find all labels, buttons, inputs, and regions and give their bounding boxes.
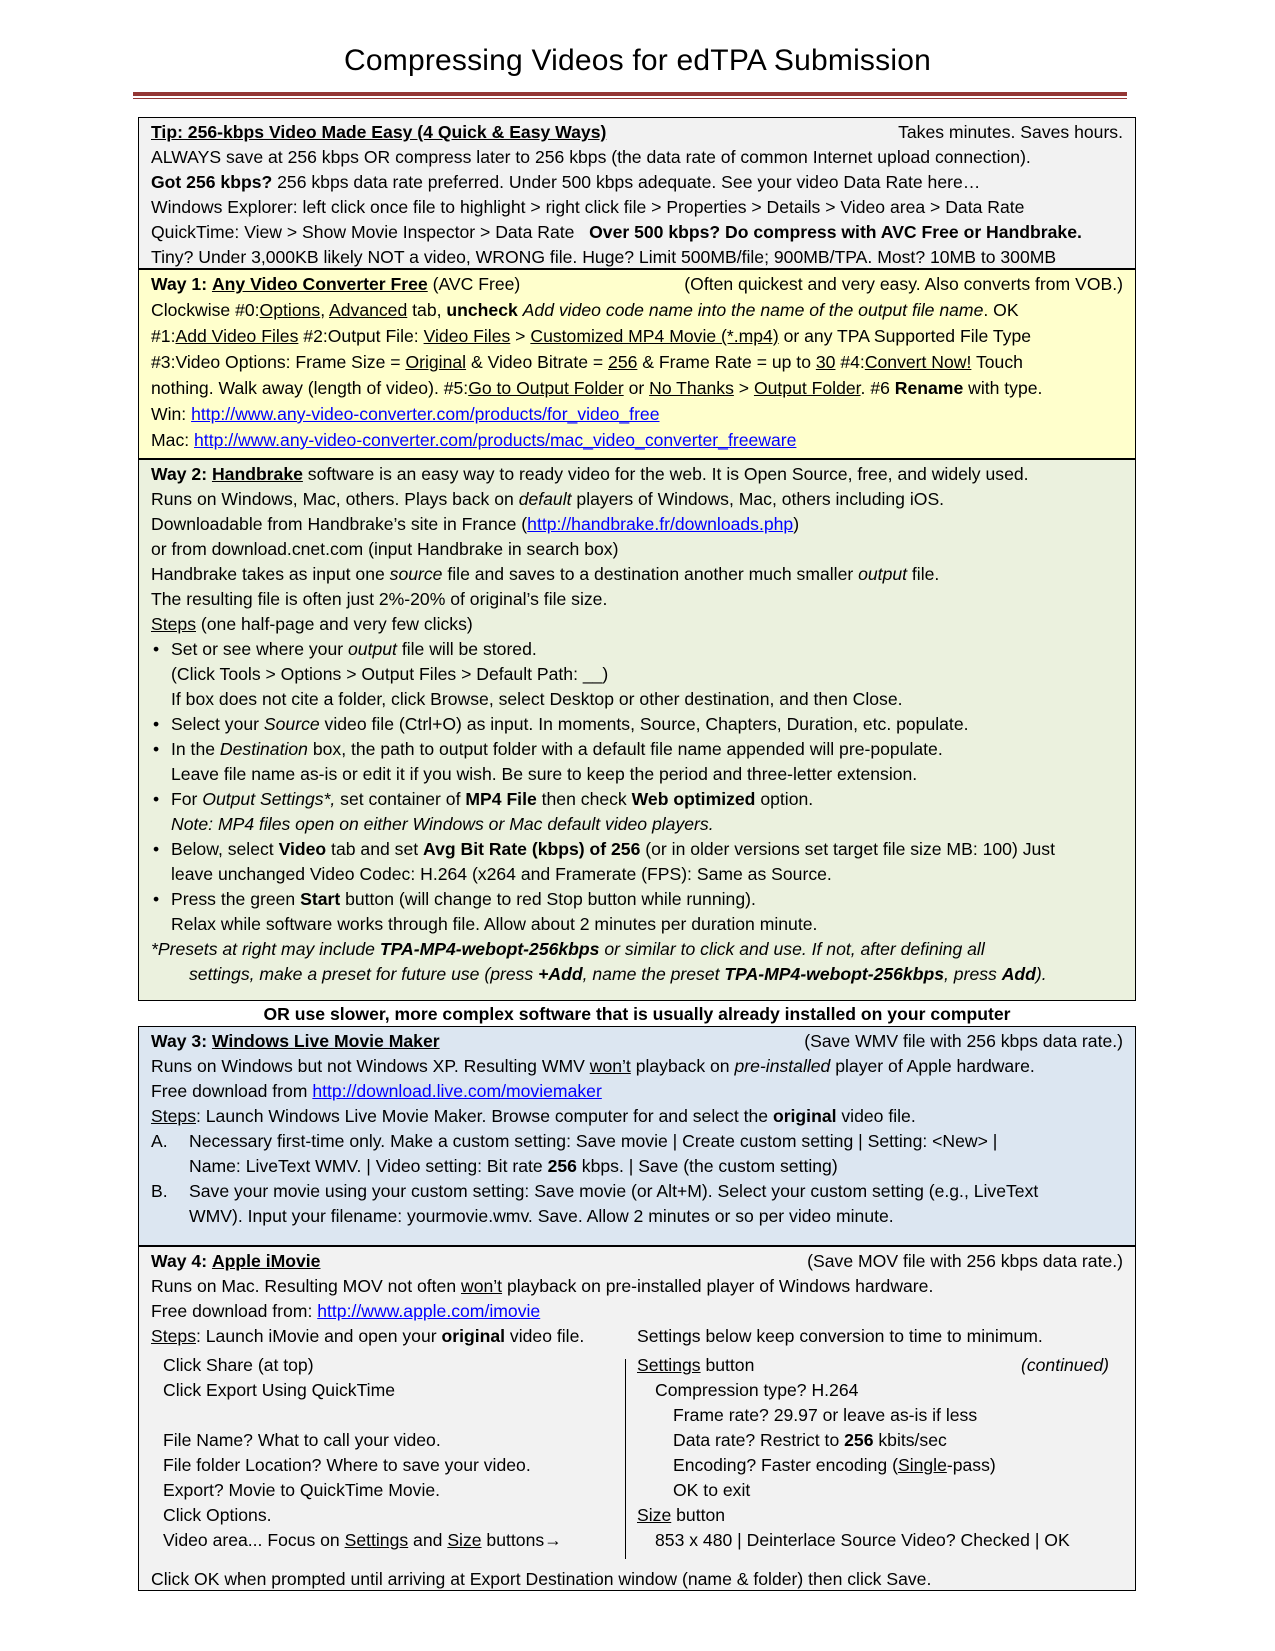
way1-right-note: (Often quickest and very easy. Also converts from VOB.) <box>684 274 1123 294</box>
way2-bullet: • In the Destination box, the path to output folder with a default file name appended will pre-populate. <box>151 737 1123 762</box>
way4-line: Runs on Mac. Resulting MOV not often won’t playback on pre-installed player of Windows hardware. <box>151 1276 934 1296</box>
imovie-download-link[interactable]: http://www.apple.com/imovie <box>317 1301 541 1321</box>
title-rule-thin <box>133 98 1127 99</box>
way2-bullet-cont: Leave file name as-is or edit it if you wish. Be sure to keep the period and three-letter extension. <box>171 764 918 784</box>
tip-right-note: Takes minutes. Saves hours. <box>898 122 1123 142</box>
win-label: Win: <box>151 404 192 424</box>
way4-heading: Way 4: Apple iMovie (Save MOV file with 256 kbps data rate.) <box>151 1249 1123 1274</box>
way1-heading: Way 1: Any Video Converter Free (AVC Free) (Often quickest and very easy. Also converts from VOB.) <box>151 272 1123 298</box>
way2-preset-note: settings, make a preset for future use (press +Add, name the preset TPA-MP4-webopt-256kbps, press Add). <box>189 964 1047 984</box>
way4-steps: Steps: Launch iMovie and open your original video file. Settings below keep conversion to time to minimum. <box>151 1324 1123 1349</box>
tip-box <box>138 117 1136 269</box>
way4-line: Free download from: http://www.apple.com/imovie <box>151 1301 541 1321</box>
way4-right-note: (Save MOV file with 256 kbps data rate.) <box>807 1251 1123 1271</box>
way1-step-line: #3:Video Options: Frame Size = Original & Video Bitrate = 256 & Frame Rate = up to 30 #4:Convert Now! Touch <box>151 352 1023 372</box>
tip-line: Tiny? Under 3,000KB likely NOT a video, WRONG file. Huge? Limit 500MB/file; 900MB/TPA. Most? 10MB to 300MB <box>151 247 1057 267</box>
mac-label: Mac: <box>151 430 195 450</box>
tip-heading: Tip: 256-kbps Video Made Easy (4 Quick & Easy Ways) <box>151 122 607 142</box>
way3-right-note: (Save WMV file with 256 kbps data rate.) <box>804 1031 1123 1051</box>
way1-step-line: #1:Add Video Files #2:Output File: Video Files > Customized MP4 Movie (*.mp4) or any TPA Supported File Type <box>151 326 1032 346</box>
way2-line: The resulting file is often just 2%-20% of original’s file size. <box>151 589 608 609</box>
way2-box <box>138 459 1136 1001</box>
way4-final-line: Click OK when prompted until arriving at Export Destination window (name & folder) then click Save. <box>151 1569 932 1589</box>
way2-heading: Way 2: Handbrake software is an easy way to ready video for the web. It is Open Source, free, and widely used. <box>151 464 1029 484</box>
way2-bullet: • Select your Source video file (Ctrl+O) as input. In moments, Source, Chapters, Duration, etc. populate. <box>151 712 1123 737</box>
way1-step-line: nothing. Walk away (length of video). #5:Go to Output Folder or No Thanks > Output Folder. #6 Rename with type. <box>151 378 1043 398</box>
way2-bullet-cont: If box does not cite a folder, click Browse, select Desktop or other destination, and then Close. <box>171 689 903 709</box>
way4-box <box>138 1246 1136 1591</box>
way1-box <box>138 269 1136 459</box>
tip-line: Got 256 kbps? 256 kbps data rate preferred. Under 500 kbps adequate. See your video Data Rate here… <box>151 172 981 192</box>
way2-line: or from download.cnet.com (input Handbrake in search box) <box>151 539 619 559</box>
way3-heading: Way 3: Windows Live Movie Maker (Save WMV file with 256 kbps data rate.) <box>151 1029 1123 1054</box>
way3-box <box>138 1026 1136 1246</box>
way4-right-column: Settings button (continued) Compression type? H.264 Frame rate? 29.97 or leave as-is if less Data rate? Restrict to 256 kbits/sec Encoding? Faster encoding (Single-pass) OK to exit Size button 853 x 480 | Deinterlace Source Video? Checked | OK <box>637 1355 1109 1550</box>
tip-line: Windows Explorer: left click once file to highlight > right click file > Properties > Details > Video area > Data Rate <box>151 197 1025 217</box>
way2-steps-heading: Steps (one half-page and very few clicks) <box>151 614 473 634</box>
column-divider <box>625 1359 626 1559</box>
way2-preset-note: *Presets at right may include TPA-MP4-webopt-256kbps or similar to click and use. If not, after defining all <box>151 939 985 959</box>
moviemaker-download-link[interactable]: http://download.live.com/moviemaker <box>312 1081 602 1101</box>
way3-step-b: B. Save your movie using your custom setting: Save movie (or Alt+M). Select your custom setting (e.g., LiveText WMV). Input your filename: yourmovie.wmv. Save. Allow 2 minutes or so per video minute. <box>151 1181 1039 1226</box>
way2-bullet: • Press the green Start button (will change to red Stop button while running). <box>151 887 1123 912</box>
page-title: Compressing Videos for edTPA Submission <box>344 44 931 77</box>
way2-bullet: • Below, select Video tab and set Avg Bit Rate (kbps) of 256 (or in older versions set target file size MB: 100) Just <box>151 837 1123 862</box>
tip-line: ALWAYS save at 256 kbps OR compress later to 256 kbps (the data rate of common Internet upload connection). <box>151 147 1031 167</box>
way4-left-column: Click Share (at top) Click Export Using QuickTime File Name? What to call your video. File folder Location? Where to save your video. Export? Movie to QuickTime Movie. Click Options. Video area... Focus on Settings and Size buttons→ <box>163 1355 562 1550</box>
way3-line: Free download from http://download.live.com/moviemaker <box>151 1081 602 1101</box>
tip-line: QuickTime: View > Show Movie Inspector > Data Rate Over 500 kbps? Do compress with AVC Free or Handbrake. <box>151 222 1082 242</box>
way2-line: Runs on Windows, Mac, others. Plays back on default players of Windows, Mac, others including iOS. <box>151 489 945 509</box>
way4-steps-note: Settings below keep conversion to time to minimum. <box>637 1326 1043 1346</box>
way4-columns <box>151 1353 1123 1567</box>
avc-mac-link[interactable]: http://www.any-video-converter.com/products/mac_video_converter_freeware <box>194 430 797 450</box>
avc-windows-link[interactable]: http://www.any-video-converter.com/products/for_video_free <box>191 404 660 424</box>
title-rule-thick <box>133 92 1127 96</box>
handbrake-download-link[interactable]: http://handbrake.fr/downloads.php <box>527 514 794 534</box>
way2-line: Downloadable from Handbrake’s site in France (http://handbrake.fr/downloads.php) <box>151 514 800 534</box>
way3-line: Runs on Windows but not Windows XP. Resulting WMV won’t playback on pre-installed player of Apple hardware. <box>151 1056 1035 1076</box>
way2-bullet: • For Output Settings*, set container of MP4 File then check Web optimized option. <box>151 787 1123 812</box>
way2-bullet-cont: leave unchanged Video Codec: H.264 (x264 and Framerate (FPS): Same as Source. <box>171 864 832 884</box>
or-divider-text: OR use slower, more complex software that is usually already installed on your computer <box>263 1004 1011 1024</box>
way2-note: Note: MP4 files open on either Windows or Mac default video players. <box>171 814 714 834</box>
way3-step-a: A. Necessary first-time only. Make a custom setting: Save movie | Create custom setting | Setting: <New> | Name: LiveText WMV. | Video setting: Bit rate 256 kbps. | Save (the custom setting) <box>151 1131 998 1176</box>
way1-step-line: Clockwise #0:Options, Advanced tab, uncheck Add video code name into the name of the output file name. OK <box>151 300 1019 320</box>
way2-line: Handbrake takes as input one source file and saves to a destination another much smaller output file. <box>151 564 940 584</box>
way2-bullet: • Set or see where your output file will be stored. <box>151 637 1123 662</box>
way2-bullet-cont: Relax while software works through file. Allow about 2 minutes per duration minute. <box>171 914 818 934</box>
way3-steps: Steps: Launch Windows Live Movie Maker. Browse computer for and select the original video file. <box>151 1106 916 1126</box>
way2-bullet-cont: (Click Tools > Options > Output Files > Default Path: __) <box>171 664 609 684</box>
